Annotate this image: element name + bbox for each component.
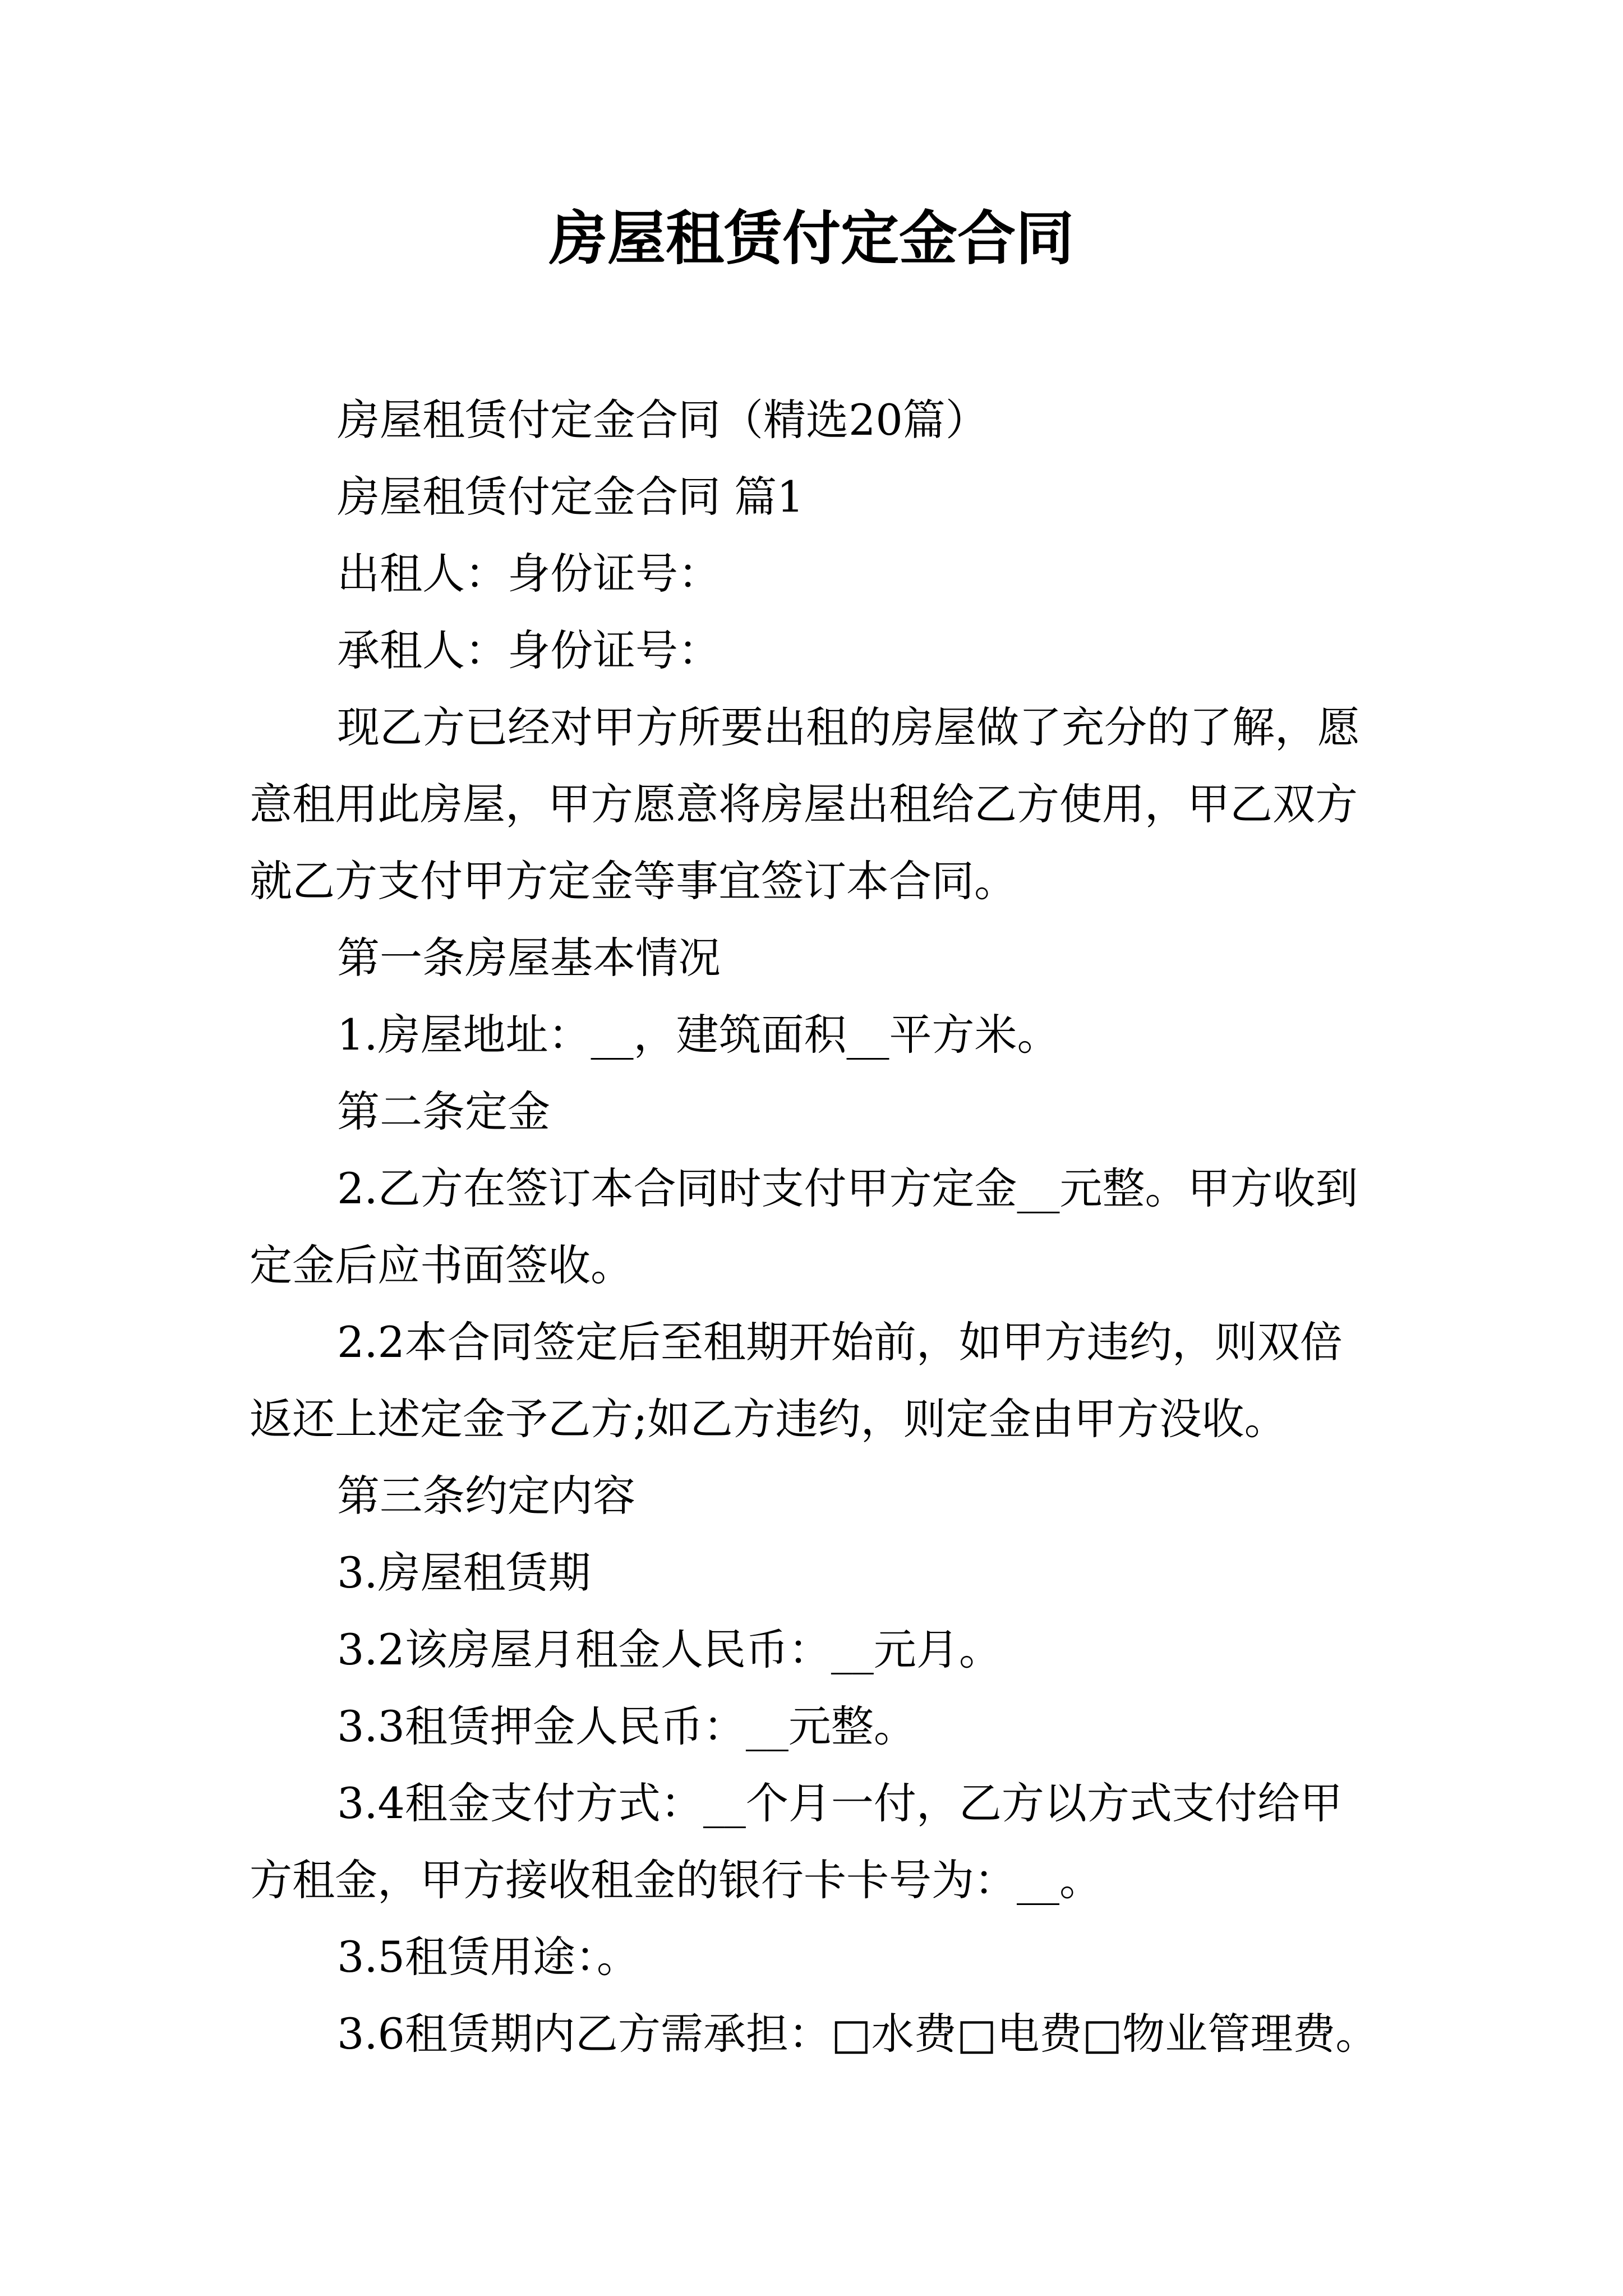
document-body — [250, 381, 1380, 2072]
paragraph-clause-3-3: 3.3租赁押金人民币：__元整。 — [337, 1701, 916, 1751]
paragraph-section-heading: 房屋租赁付定金合同 篇1 — [337, 472, 804, 522]
paragraph-lessor: 出租人：身份证号： — [337, 549, 721, 599]
paragraph-clause-2: 2.乙方在签订本合同时支付甲方定金__元整。甲方收到定金后应书面签收。 — [250, 1163, 1358, 1290]
paragraph-clause-3-4: 3.4租金支付方式：__个月一付，乙方以方式支付给甲方租金，甲方接收租金的银行卡卡号为：__。 — [250, 1778, 1343, 1905]
paragraph-lessee: 承租人：身份证号： — [337, 625, 721, 675]
paragraph-subtitle: 房屋租赁付定金合同（精选20篇） — [337, 395, 988, 445]
paragraph-clause-2-2: 2.2本合同签定后至租期开始前，如甲方违约，则双倍返还上述定金予乙方;如乙方违约，则定金由甲方没收。 — [250, 1317, 1343, 1444]
paragraph-article-1-heading: 第一条房屋基本情况 — [337, 933, 721, 983]
paragraph-clause-3-6: 3.6租赁期内乙方需承担：□水费□电费□物业管理费。 — [337, 2009, 1378, 2059]
paragraph-article-2-heading: 第二条定金 — [337, 1087, 550, 1137]
document-title: 房屋租赁付定金合同 — [548, 204, 1074, 273]
paragraph-clause-3: 3.房屋租赁期 — [337, 1548, 591, 1598]
paragraph-clause-3-2: 3.2该房屋月租金人民币：__元月。 — [337, 1625, 1002, 1674]
paragraph-clause-3-5: 3.5租赁用途：。 — [337, 1932, 639, 1982]
paragraph-article-3-heading: 第三条约定内容 — [337, 1471, 635, 1521]
paragraph-preamble: 现乙方已经对甲方所要出租的房屋做了充分的了解，愿意租用此房屋，甲方愿意将房屋出租给乙方使用，甲乙双方就乙方支付甲方定金等事宜签订本合同。 — [250, 702, 1360, 906]
paragraph-clause-1: 1.房屋地址：__，建筑面积__平方米。 — [337, 1010, 1060, 1060]
